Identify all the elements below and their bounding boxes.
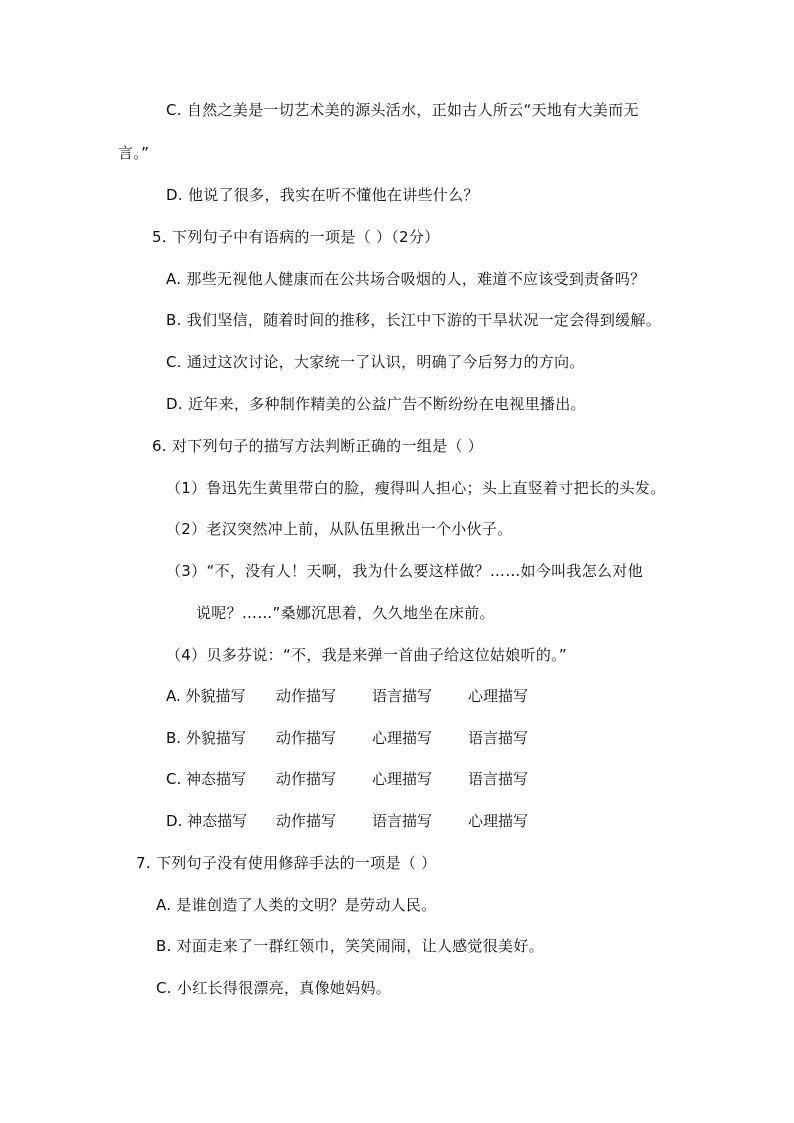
q5-option-b: B. 我们坚信，随着时间的推移，长江中下游的干旱状况一定会得到缓解。 [166, 311, 662, 329]
q6-option-b [166, 728, 564, 748]
q7-option-b: B. 对面走来了一群红领巾，笑笑闹闹，让人感觉很美好。 [156, 937, 544, 955]
q5-stem: 5. 下列句子中有语病的一项是（ ）（2分） [152, 228, 440, 246]
q6-option-d-col1: D. 神态描写 [166, 812, 248, 830]
q6-option-d-col2: 动作描写 [276, 812, 337, 830]
q4-option-d: D. 他说了很多，我实在听不懂他在讲些什么？ [166, 186, 479, 204]
q6-option-c-col1: C. 神态描写 [166, 770, 247, 788]
q6-option-c-col3: 心理描写 [372, 770, 433, 788]
q6-option-c-col2: 动作描写 [276, 770, 337, 788]
q7-option-c: C. 小红长得很漂亮，真像她妈妈。 [156, 979, 392, 997]
q6-option-d-col3: 语言描写 [372, 812, 433, 830]
q6-option-b-col4: 语言描写 [468, 729, 529, 747]
q6-option-a-col1: A. 外貌描写 [166, 687, 246, 705]
q6-option-b-col1: B. 外貌描写 [166, 729, 246, 747]
q6-option-d-col4: 心理描写 [468, 812, 529, 830]
q6-option-a-col4: 心理描写 [468, 687, 529, 705]
q6-option-b-col2: 动作描写 [276, 729, 337, 747]
q6-item-2: （2）老汉突然冲上前，从队伍里揪出一个小伙子。 [166, 520, 513, 538]
q6-stem: 6. 对下列句子的描写方法判断正确的一组是（ ） [152, 437, 484, 455]
q6-option-a [166, 686, 564, 706]
q6-item-3-line1: （3）“不，没有人！天啊，我为什么要这样做？……如今叫我怎么对他 [166, 562, 643, 580]
q7-stem: 7. 下列句子没有使用修辞手法的一项是（ ） [136, 854, 437, 872]
q6-option-c [166, 769, 564, 789]
q6-option-d [166, 811, 564, 831]
q5-option-a: A. 那些无视他人健康而在公共场合吸烟的人，难道不应该受到责备吗？ [166, 270, 646, 288]
q5-option-c: C. 通过这次讨论，大家统一了认识，明确了今后努力的方向。 [166, 353, 585, 371]
q7-option-a: A. 是谁创造了人类的文明？是劳动人民。 [156, 896, 437, 914]
q6-option-b-col3: 心理描写 [372, 729, 433, 747]
q6-option-a-col3: 语言描写 [372, 687, 433, 705]
q4-option-c-line1: C. 自然之美是一切艺术美的源头活水，正如古人所云“天地有大美而无 [166, 101, 639, 119]
q6-option-a-col2: 动作描写 [276, 687, 337, 705]
q5-option-d: D. 近年来，多种制作精美的公益广告不断纷纷在电视里播出。 [166, 395, 586, 413]
q6-item-3-line2: 说呢？……”桑娜沉思着，久久地坐在床前。 [196, 604, 495, 622]
q6-item-4: （4）贝多芬说：“不，我是来弹一首曲子给这位姑娘听的。” [166, 646, 567, 664]
q6-option-c-col4: 语言描写 [468, 770, 529, 788]
q6-item-1: （1）鲁迅先生黄里带白的脸，瘦得叫人担心；头上直竖着寸把长的头发。 [166, 479, 666, 497]
q4-option-c-line2: 言。” [118, 144, 150, 162]
